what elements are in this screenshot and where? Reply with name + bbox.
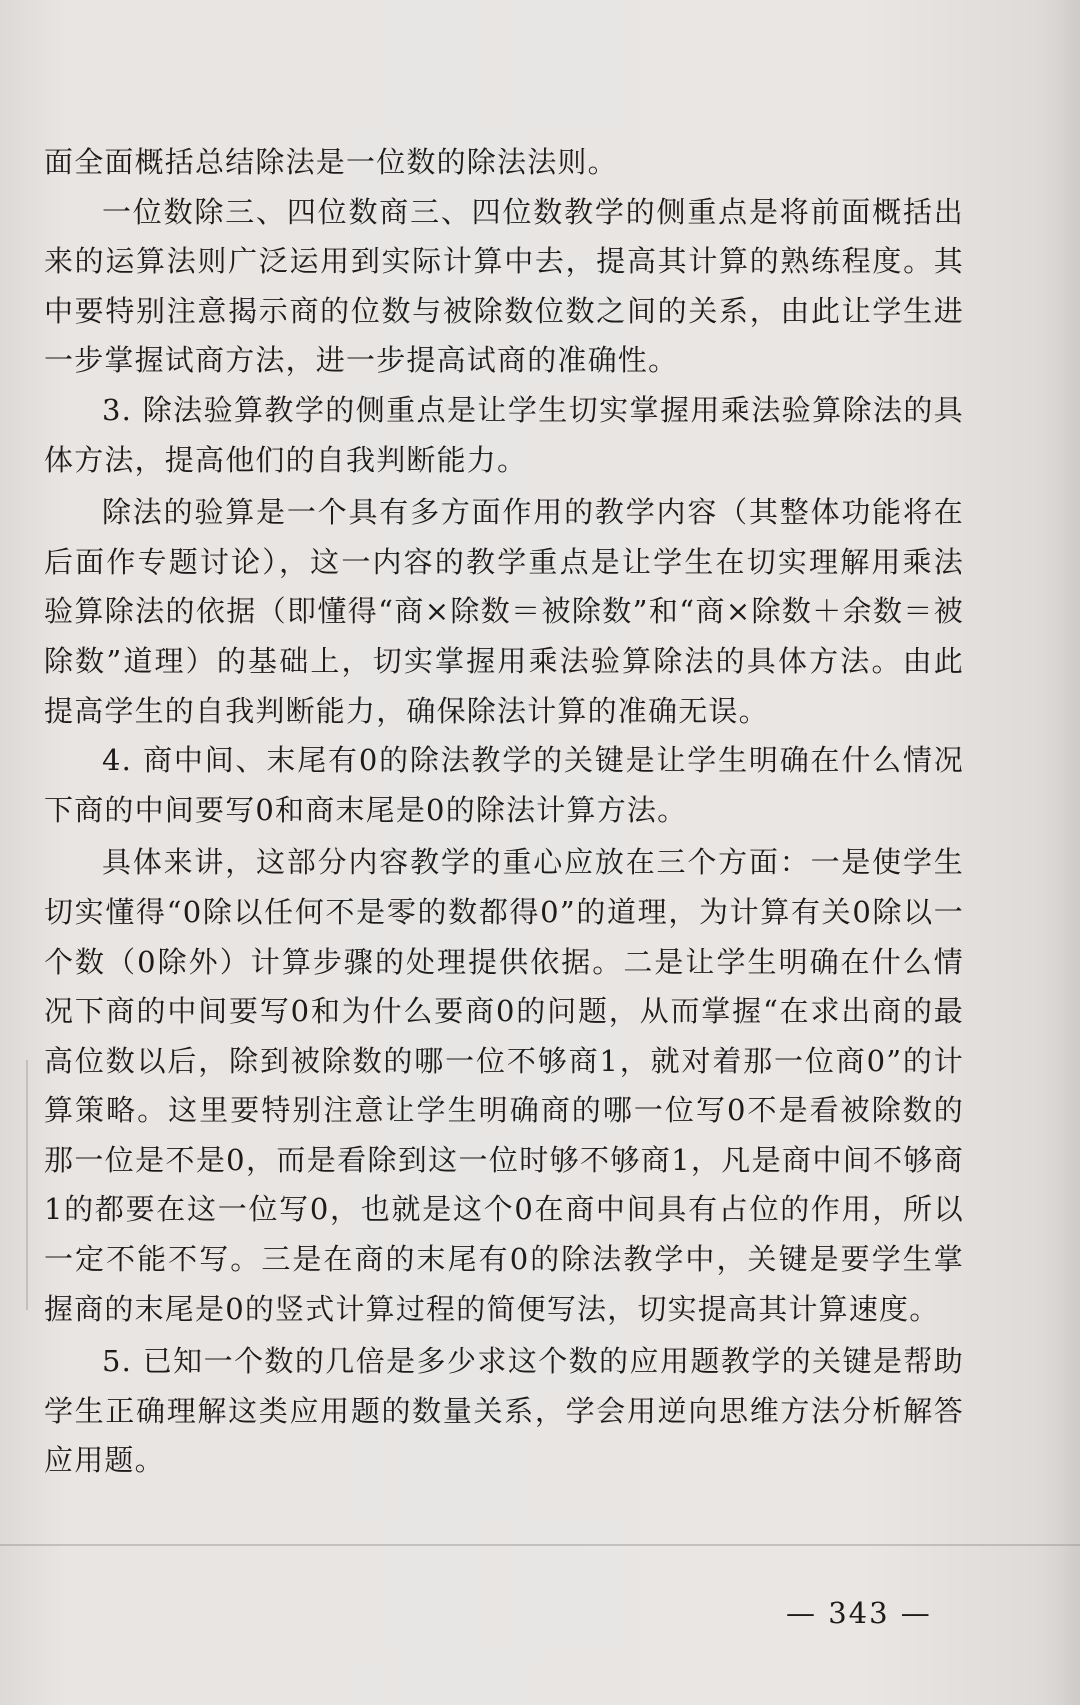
paragraph-5: 4. 商中间、末尾有0的除法教学的关键是让学生明确在什么情况下商的中间要写0和商末尾是0的除法计算方法。	[44, 743, 964, 827]
paragraph-3: 3. 除法验算教学的侧重点是让学生切实掌握用乘法验算除法的具体方法，提高他们的自我判断能力。	[44, 392, 964, 477]
paragraph-1: 面全面概括总结除法是一位数的除法法则。	[44, 145, 618, 179]
paragraph-4: 除法的验算是一个具有多方面作用的教学内容（其整体功能将在后面作专题讨论），这一内容的教学重点是让学生在切实理解用乘法验算除法的依据（即懂得“商×除数＝被除数”和“商×除数＋余数＝被除数”道理）的基础上，切实掌握用乘法验算除法的具体方法。由此提高学生的自我判断能力，确保除法计算的准确无误。	[44, 495, 964, 728]
paragraph-7: 5. 已知一个数的几倍是多少求这个数的应用题教学的关键是帮助学生正确理解这类应用题的数量关系，学会用逆向思维方法分析解答应用题。	[44, 1344, 964, 1478]
paragraph-6: 具体来讲，这部分内容教学的重心应放在三个方面：一是使学生切实懂得“0除以任何不是零的数都得0”的道理，为计算有关0除以一个数（0除外）计算步骤的处理提供依据。二是让学生明确在什么情况下商的中间要写0和为什么要商0的问题，从而掌握“在求出商的最高位数以后，除到被除数的哪一位不够商1，就对着那一位商0”的计算策略。这里要特别注意让学生明确商的哪一位写0不是看被除数的那一位是不是0，而是看除到这一位时够不够商1，凡是商中间不够商1的都要在这一位写0，也就是这个0在商中间具有占位的作用，所以一定不能不写。三是在商的末尾有0的除法教学中，关键是要学生掌握商的末尾是0的竖式计算过程的简便写法，切实提高其计算速度。	[44, 845, 964, 1326]
margin-mark	[26, 1060, 28, 1310]
page-number: — 343 —	[786, 1596, 932, 1630]
page-edge-shadow	[1062, 0, 1080, 1705]
paragraph-2: 一位数除三、四位数商三、四位数教学的侧重点是将前面概括出来的运算法则广泛运用到实际计算中去，提高其计算的熟练程度。其中要特别注意揭示商的位数与被除数位数之间的关系，由此让学生进一步掌握试商方法，进一步提高试商的准确性。	[44, 194, 964, 378]
body-text	[44, 138, 964, 1486]
page-fold-line	[0, 1544, 1080, 1546]
